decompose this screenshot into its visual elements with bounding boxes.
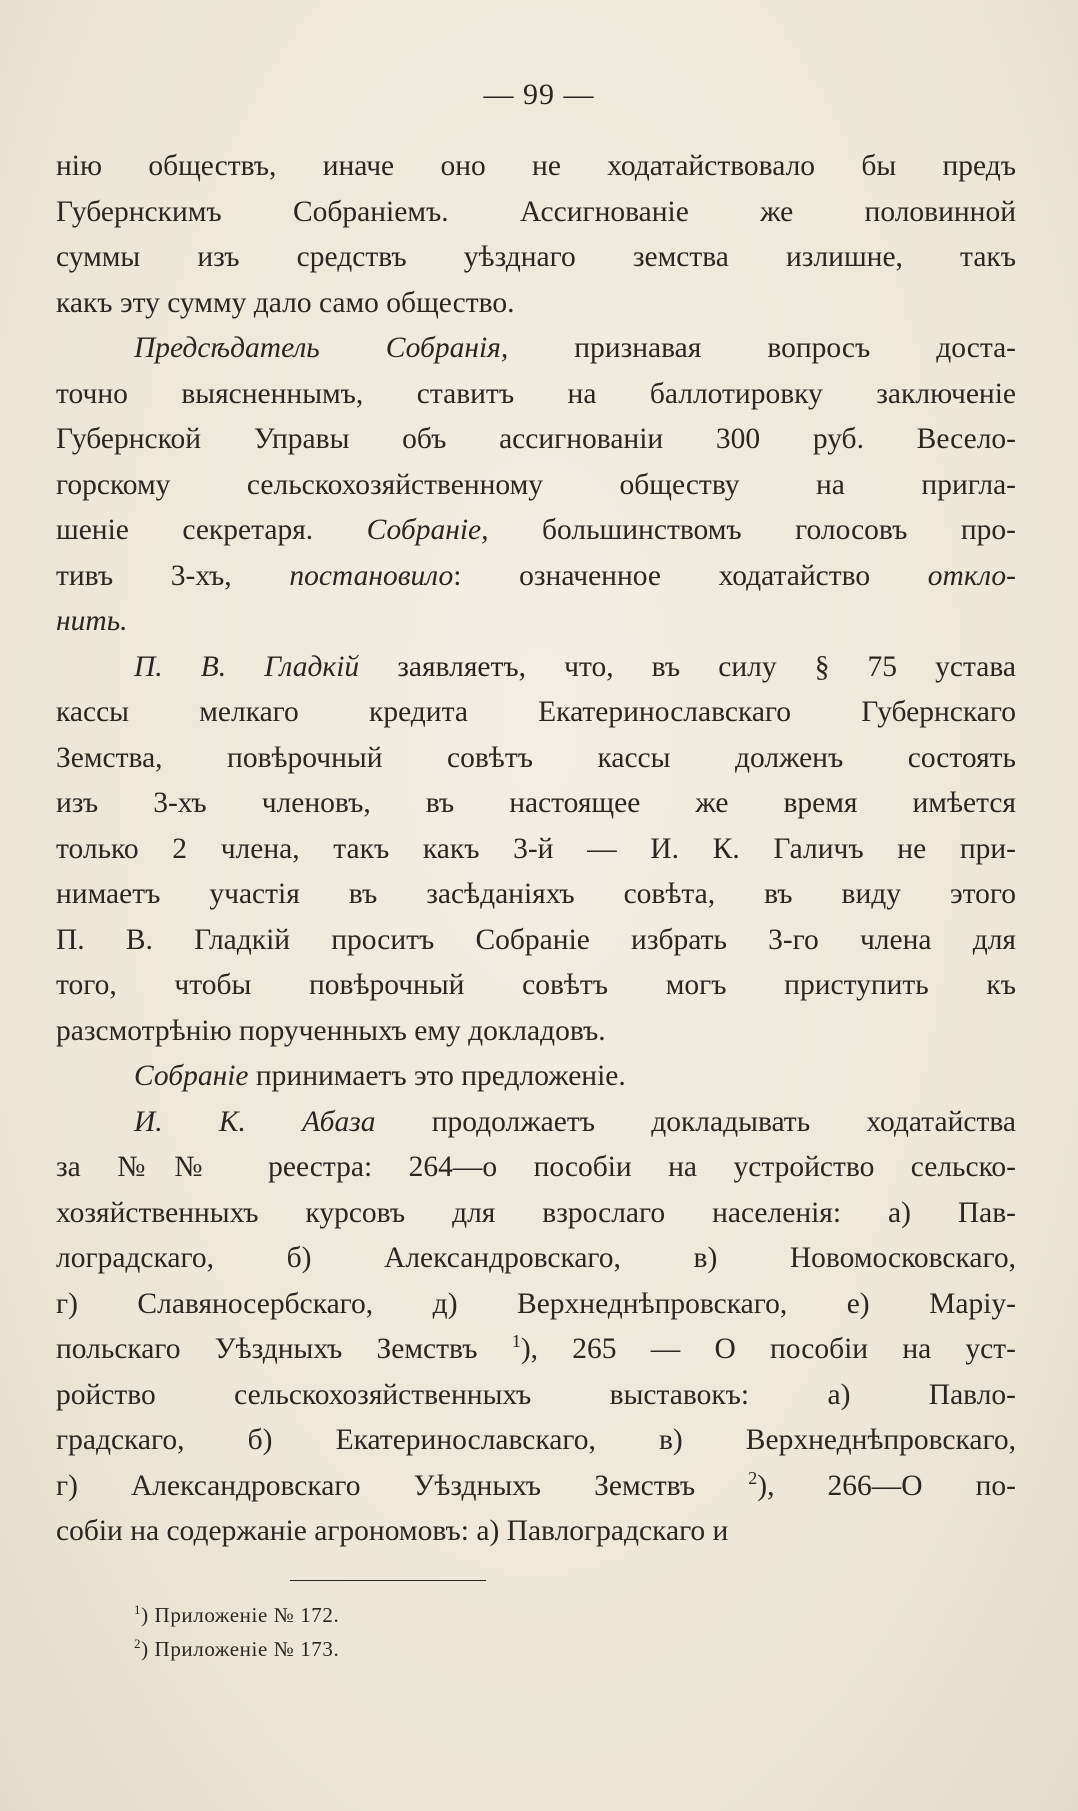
italic-name: Собраніе,	[366, 514, 489, 546]
italic-name: откло-	[927, 559, 1016, 592]
text-run: нію обществъ, иначе оно не ходатайствовало бы предъ	[56, 150, 1016, 182]
text-line	[56, 1236, 1016, 1282]
text-line	[56, 872, 1016, 918]
text-line	[56, 1373, 1016, 1419]
footnote-text: ) Приложеніе № 172.	[141, 1603, 340, 1627]
text-run: собіи на содержаніе агрономовъ: а) Павлоградскаго и	[56, 1515, 729, 1547]
text-run: горскому сельскохозяйственному обществу на пригла-	[56, 468, 1016, 501]
italic-name: Собраніе	[134, 1060, 249, 1092]
italic-name: П. В. Гладкій	[134, 650, 360, 683]
text-run: нимаетъ участія въ засѣданіяхъ совѣта, въ виду этого	[56, 878, 1016, 910]
text-run: продолжаетъ докладывать ходатайства	[375, 1105, 1016, 1138]
text-line	[56, 235, 1016, 281]
text-run: г) Александровскаго Уѣздныхъ Земствъ	[56, 1469, 749, 1502]
text-line	[56, 190, 1016, 236]
text-run: за №№ реестра: 264—о пособіи на устройство сельско-	[56, 1151, 1016, 1183]
text-line	[56, 1191, 1016, 1237]
text-run: только 2 члена, такъ какъ 3-й — И. К. Галичъ не при-	[56, 832, 1016, 865]
text-line	[56, 1282, 1016, 1328]
text-run: ), 265 — О пособіи на уст-	[520, 1333, 1016, 1365]
text-line	[56, 463, 1016, 509]
text-line	[56, 781, 1016, 827]
footnote-item	[134, 1632, 834, 1666]
footnote-mark: 1	[134, 1602, 142, 1617]
text-line	[56, 281, 1016, 327]
footnote-text: ) Приложеніе № 173.	[141, 1637, 340, 1661]
italic-name: постановило	[289, 559, 454, 592]
text-run: Земства, повѣрочный совѣтъ кассы долженъ состоять	[56, 741, 1016, 774]
footnote-item	[134, 1598, 834, 1632]
text-run: изъ 3-хъ членовъ, въ настоящее же время имѣется	[56, 787, 1016, 819]
footnote-reference: 2	[748, 1467, 758, 1488]
text-run: кассы мелкаго кредита Екатеринославскаго Губернскаго	[56, 696, 1016, 728]
text-run: г) Славяносербскаго, д) Верхнеднѣпровскаго, е) Маріу-	[56, 1287, 1016, 1320]
text-run: хозяйственныхъ курсовъ для взрослаго населенія: а) Пав-	[56, 1196, 1016, 1229]
text-line	[56, 963, 1016, 1009]
text-run: польскаго Уѣздныхъ Земствъ	[56, 1333, 512, 1365]
italic-name: И. К. Абаза	[134, 1105, 376, 1138]
text-line	[56, 1009, 1016, 1055]
text-run: большинствомъ голосовъ про-	[488, 514, 1016, 546]
text-run: шеніе секретаря.	[56, 514, 367, 546]
text-line	[56, 1464, 1016, 1510]
text-run: Губернскимъ Собраніемъ. Ассигнованіе же половинной	[56, 195, 1016, 228]
text-run: П. В. Гладкій проситъ Собраніе избрать 3-го члена для	[56, 923, 1016, 956]
text-line	[56, 554, 1016, 600]
text-line	[56, 690, 1016, 736]
page-number: — 99 —	[483, 78, 595, 111]
text-run: разсмотрѣнію порученныхъ ему докладовъ.	[56, 1014, 606, 1047]
text-run: принимаетъ это предложеніе.	[248, 1060, 626, 1092]
text-line	[56, 1327, 1016, 1373]
text-run: суммы изъ средствъ уѣзднаго земства излишне, такъ	[56, 241, 1016, 273]
text-line	[56, 144, 1016, 190]
text-run: заявляетъ, что, въ силу § 75 устава	[359, 650, 1016, 683]
text-line	[56, 372, 1016, 418]
text-line	[56, 599, 1016, 645]
footnote-divider	[290, 1580, 486, 1581]
text-line	[56, 1100, 1016, 1146]
text-line	[56, 1145, 1016, 1191]
text-run: ройство сельскохозяйственныхъ выставокъ: а) Павло-	[56, 1378, 1016, 1411]
text-line	[56, 1509, 1016, 1555]
text-line	[56, 508, 1016, 554]
text-run: признавая вопросъ доста-	[508, 332, 1016, 364]
text-line	[56, 645, 1016, 691]
text-line	[56, 417, 1016, 463]
text-line	[56, 827, 1016, 873]
footnote-mark: 2	[134, 1636, 142, 1651]
text-run: лоградскаго, б) Александровскаго, в) Новомосковскаго,	[56, 1242, 1016, 1274]
italic-name: Предсѣдатель Собранія,	[134, 332, 509, 364]
text-run: ), 266—О по-	[757, 1469, 1016, 1502]
text-run: точно выясненнымъ, ставитъ на баллотировку заключеніе	[56, 377, 1016, 410]
text-line	[56, 736, 1016, 782]
text-run: какъ эту сумму дало само общество.	[56, 286, 515, 319]
text-line	[56, 918, 1016, 964]
text-line	[56, 326, 1016, 372]
text-line	[56, 1054, 1016, 1100]
footnotes	[134, 1598, 834, 1666]
text-line	[56, 1418, 1016, 1464]
text-run: того, чтобы повѣрочный совѣтъ могъ приступить къ	[56, 969, 1016, 1001]
text-run: градскаго, б) Екатеринославскаго, в) Верхнеднѣпровскаго,	[56, 1424, 1016, 1456]
footnote-reference: 1	[511, 1331, 521, 1352]
italic-name: нить.	[56, 605, 128, 637]
text-run: тивъ 3-хъ,	[56, 559, 290, 592]
text-run: : означенное ходатайство	[453, 559, 928, 592]
text-run: Губернской Управы объ ассигнованіи 300 руб. Весело-	[56, 423, 1016, 455]
body-text	[56, 144, 1016, 1555]
